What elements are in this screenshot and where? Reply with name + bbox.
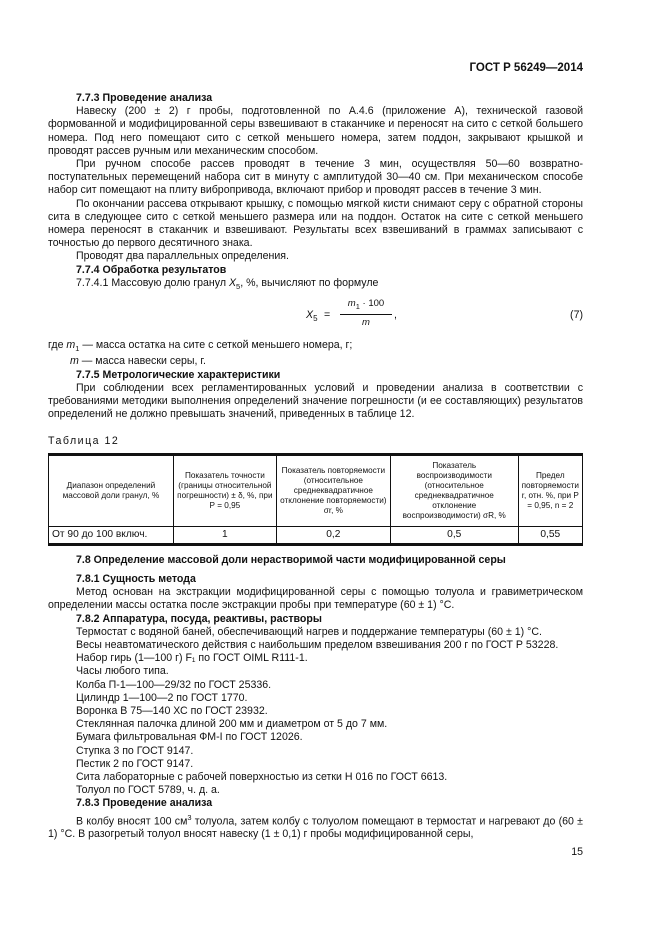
table-header-cell: Предел повторяемости r, отн. %, при Р = 0,95, n = 2 (518, 455, 582, 526)
list-item: Часы любого типа. (76, 665, 169, 678)
formula-equals: = (324, 309, 331, 322)
page-number: 15 (571, 846, 583, 858)
section-title-7-8-2: 7.8.2 Аппаратура, посуда, реактивы, растворы (76, 612, 322, 625)
paragraph: Проводят два параллельных определения. (76, 250, 289, 263)
table-header-cell: Диапазон определений массовой доли гранул, % (49, 455, 174, 526)
table-cell: 0,5 (390, 526, 518, 543)
list-item: Весы неавтоматического действия с наибольшим пределом взвешивания 200 г по ГОСТ Р 53228. (76, 638, 559, 651)
table-header-cell: Показатель точности (границы относительной погрешности) ± δ, %, при Р = 0,95 (173, 455, 276, 526)
section-title-7-7-4: 7.7.4 Обработка результатов (76, 263, 227, 276)
section-title-7-8: 7.8 Определение массовой доли нерастворимой части модифицированной серы (76, 553, 506, 566)
table-header-cell: Показатель повторяемости (относительное среднеквадратичное отклонение повторяемости) σr, % (276, 455, 390, 526)
list-item: Толуол по ГОСТ 5789, ч. д. а. (76, 784, 220, 797)
paragraph: При соблюдении всех регламентированных условий и проведении анализа в соответствии с требованиями методики выполнения определений значение погрешности (и ее составляющих) результатов определений не должно превышать значений, приведенных в таблице 12. (48, 381, 583, 421)
formula-explanation: где $m_1$ — масса остатка на сите с сеткой меньшего номера, г; (48, 339, 353, 354)
section-title-7-7-3: 7.7.3 Проведение анализа (76, 92, 213, 104)
formula-7 (48, 297, 583, 337)
paragraph: В колбу вносят 100 $см^3$ толуола, затем колбу с толуолом помещают в термостат и нагревают до (60 ± 1) °С. В разогретый толуол вносят навеску (1 ± 0,1) г пробы модифицированной серы, (48, 812, 583, 841)
list-item: Бумага фильтровальная ФМ-I по ГОСТ 12026. (76, 731, 303, 744)
formula-denominator: m (362, 317, 370, 329)
list-item: Термостат с водяной баней, обеспечивающий нагрев и поддержание температуры (60 ± 1) °С. (76, 625, 542, 638)
formula-lhs: $X_5$ (306, 309, 318, 324)
formula-fraction (340, 297, 392, 329)
table-cell: 0,2 (276, 526, 390, 543)
formula-intro: 7.7.4.1 Массовую долю гранул $X_5$, %, вычисляют по формуле (76, 276, 379, 291)
table-12 (48, 453, 583, 546)
paragraph: Навеску (200 ± 2) г пробы, подготовленной по А.4.6 (приложение А), технической газовой формованной и модифицированной серы взвешивают в стаканчике и переносят на сито с сеткой большего номера. Под него помещают сито с сеткой меньшего номера, затем поддон, закрывают крышкой и проводят рассев ручным или механическим способом. (48, 105, 583, 157)
formula-explanation: m — масса навески серы, г. (70, 355, 206, 368)
list-item: Воронка В 75—140 ХС по ГОСТ 23932. (76, 704, 268, 717)
section-title-7-8-3: 7.8.3 Проведение анализа (76, 797, 213, 810)
table-row (49, 526, 583, 543)
table-header-cell: Показатель воспроизводимости (относительное среднеквадратичное отклонение воспроизводимости) σR, % (390, 455, 518, 526)
document-body (48, 92, 583, 841)
list-item: Сита лабораторные с рабочей поверхностью из сетки Н 016 по ГОСТ 6613. (76, 770, 448, 783)
list-item: Ступка 3 по ГОСТ 9147. (76, 744, 194, 757)
table-caption: Таблица 12 (48, 435, 120, 448)
paragraph: Метод основан на экстракции модифицированной серы с помощью толуола и гравиметрическом определении массы остатка после экстракции пробы при температуре (60 ± 1) °С. (48, 586, 583, 612)
list-item: Пестик 2 по ГОСТ 9147. (76, 757, 194, 770)
paragraph: При ручном способе рассев проводят в течение 3 мин, осуществляя 50—60 возвратно-поступательных перемещений набора сит в минуту с амплитудой 30—40 см. При механическом способе набор сит помещают на плиту вибропривода, включают прибор и проводят рассев в течение 3 мин. (48, 158, 583, 197)
list-item: Стеклянная палочка длиной 200 мм и диаметром от 5 до 7 мм. (76, 718, 388, 731)
paragraph: По окончании рассева открывают крышку, с помощью мягкой кисти снимают серу с обратной стороны сита в следующее сито с сеткой меньшего размера или на поддон. Остаток на сите с сеткой меньшего номера переносят в стаканчик и взвешивают. Результаты всех взвешиваний в граммах записывают с точностью до первого десятичного знака. (48, 197, 583, 250)
section-title-7-8-1: 7.8.1 Сущность метода (76, 572, 196, 585)
list-item: Цилиндр 1—100—2 по ГОСТ 1770. (76, 691, 248, 704)
table-cell: От 90 до 100 включ. (49, 526, 174, 543)
formula-numerator: $m_1 \cdot 100$ (340, 297, 392, 315)
standard-header: ГОСТ Р 56249—2014 (469, 62, 583, 74)
list-item: Набор гирь (1—100 г) F₁ по ГОСТ OIML R111-1. (76, 652, 308, 665)
table-cell: 1 (173, 526, 276, 543)
section-title-7-7-5: 7.7.5 Метрологические характеристики (76, 368, 281, 381)
list-item: Колба П-1—100—29/32 по ГОСТ 25336. (76, 678, 272, 691)
table-cell: 0,55 (518, 526, 582, 543)
table-header-row (49, 455, 583, 526)
formula-comma: , (394, 309, 397, 322)
formula-number: (7) (570, 309, 583, 322)
